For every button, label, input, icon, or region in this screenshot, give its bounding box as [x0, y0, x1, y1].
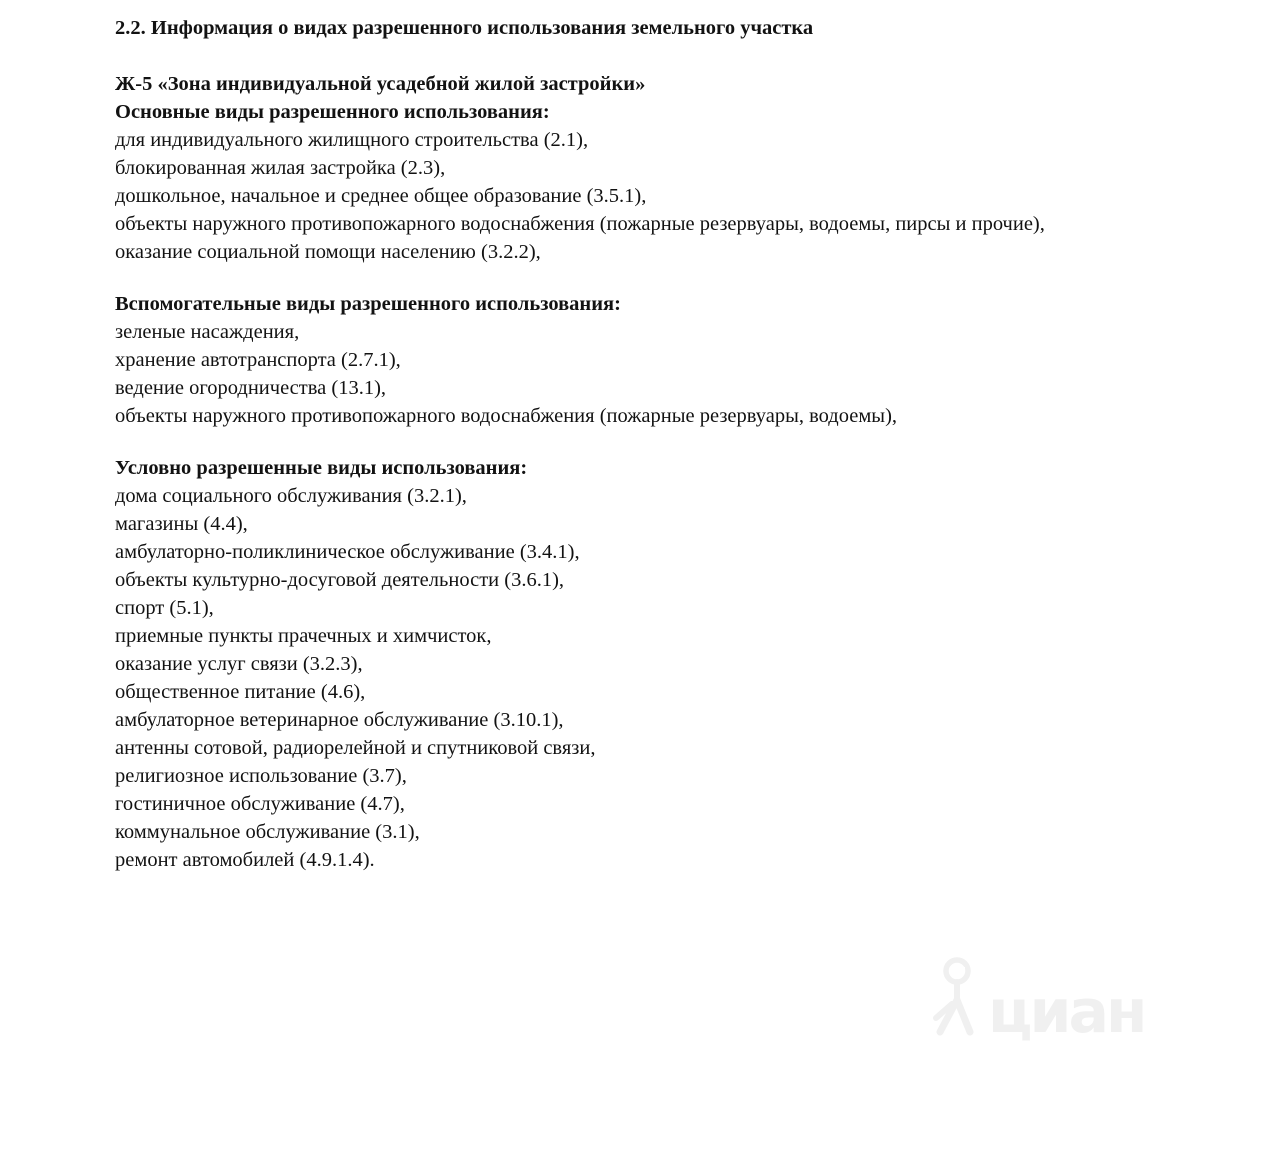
- document-line: гостиничное обслуживание (4.7),: [115, 793, 405, 815]
- section-heading: Условно разрешенные виды использования:: [115, 457, 528, 479]
- document-line: дома социального обслуживания (3.2.1),: [115, 485, 467, 507]
- blank-line: [115, 430, 1225, 454]
- cian-watermark-text: циан: [988, 977, 1145, 1047]
- document-line: оказание услуг связи (3.2.3),: [115, 653, 363, 675]
- document-line: религиозное использование (3.7),: [115, 765, 407, 787]
- section-items: [115, 318, 1225, 430]
- document-line: амбулаторно-поликлиническое обслуживание (3.4.1),: [115, 541, 580, 563]
- document-line: оказание социальной помощи населению (3.2.2),: [115, 241, 541, 263]
- cian-pin-person-icon: [932, 956, 976, 1040]
- document-line: приемные пункты прачечных и химчисток,: [115, 625, 492, 647]
- document-content: [115, 14, 1225, 874]
- document-line: блокированная жилая застройка (2.3),: [115, 157, 446, 179]
- section-heading: Вспомогательные виды разрешенного использования:: [115, 293, 621, 315]
- document-line: дошкольное, начальное и среднее общее образование (3.5.1),: [115, 185, 647, 207]
- section-items: [115, 126, 1225, 266]
- document-line: для индивидуального жилищного строительства (2.1),: [115, 129, 589, 151]
- document-line: хранение автотранспорта (2.7.1),: [115, 349, 401, 371]
- section-items: [115, 482, 1225, 874]
- document-line: магазины (4.4),: [115, 513, 248, 535]
- document-title: 2.2. Информация о видах разрешенного использования земельного участка: [115, 17, 814, 39]
- section-auxiliary-uses: [115, 290, 1225, 430]
- document-line: объекты наружного противопожарного водоснабжения (пожарные резервуары, водоемы, пирсы и прочие),: [115, 213, 1045, 235]
- document-line: ремонт автомобилей (4.9.1.4).: [115, 849, 375, 871]
- document-line: ведение огородничества (13.1),: [115, 377, 387, 399]
- blank-line: [115, 42, 1225, 70]
- zone-name: Ж-5 «Зона индивидуальной усадебной жилой застройки»: [115, 73, 646, 95]
- document-line: объекты наружного противопожарного водоснабжения (пожарные резервуары, водоемы),: [115, 405, 898, 427]
- document-line: зеленые насаждения,: [115, 321, 300, 343]
- document-line: общественное питание (4.6),: [115, 681, 366, 703]
- document-line: антенны сотовой, радиорелейной и спутниковой связи,: [115, 737, 596, 759]
- document-line: коммунальное обслуживание (3.1),: [115, 821, 420, 843]
- section-conditional-uses: [115, 454, 1225, 874]
- blank-line: [115, 266, 1225, 290]
- document-line: амбулаторное ветеринарное обслуживание (3.10.1),: [115, 709, 564, 731]
- section-heading: Основные виды разрешенного использования:: [115, 101, 550, 123]
- section-main-uses: [115, 98, 1225, 266]
- document-line: спорт (5.1),: [115, 597, 214, 619]
- document-line: объекты культурно-досуговой деятельности (3.6.1),: [115, 569, 565, 591]
- cian-watermark: [932, 956, 1145, 1047]
